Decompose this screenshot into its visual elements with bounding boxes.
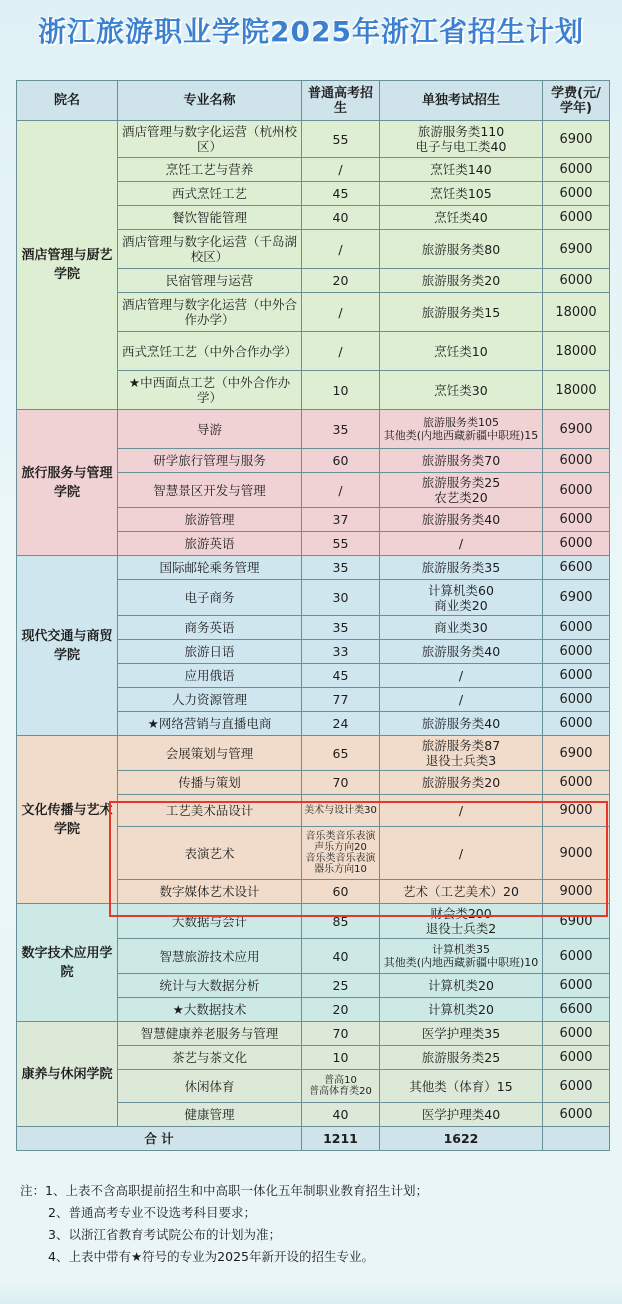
major-cell: 数字媒体艺术设计 xyxy=(118,880,302,904)
major-cell: 表演艺术 xyxy=(118,827,302,880)
single-exam-cell: 旅游服务类15 xyxy=(380,293,543,332)
gaokao-cell: 40 xyxy=(302,1103,380,1127)
total-single-cell: 1622 xyxy=(380,1127,543,1151)
fee-cell: 6900 xyxy=(543,121,610,158)
gaokao-cell: / xyxy=(302,473,380,508)
fee-cell: 6000 xyxy=(543,974,610,998)
header-gaokao: 普通高考招生 xyxy=(302,81,380,121)
major-cell: ★中西面点工艺（中外合作办学） xyxy=(118,371,302,410)
gaokao-cell: 60 xyxy=(302,449,380,473)
major-cell: 研学旅行管理与服务 xyxy=(118,449,302,473)
table-body xyxy=(17,121,610,1151)
fee-cell: 6900 xyxy=(543,410,610,449)
gaokao-cell: / xyxy=(302,158,380,182)
major-cell: 电子商务 xyxy=(118,580,302,616)
major-cell: 商务英语 xyxy=(118,616,302,640)
single-exam-cell: / xyxy=(380,532,543,556)
fee-cell: 6000 xyxy=(543,532,610,556)
gaokao-cell: 70 xyxy=(302,1022,380,1046)
single-exam-cell: 旅游服务类35 xyxy=(380,556,543,580)
fee-cell: 6000 xyxy=(543,269,610,293)
single-exam-cell: 旅游服务类87 退役士兵类3 xyxy=(380,736,543,771)
total-gaokao-cell: 1211 xyxy=(302,1127,380,1151)
single-exam-cell: / xyxy=(380,795,543,827)
gaokao-cell: 35 xyxy=(302,410,380,449)
fee-cell: 6900 xyxy=(543,230,610,269)
major-cell: 工艺美术品设计 xyxy=(118,795,302,827)
gaokao-cell: 85 xyxy=(302,904,380,939)
single-exam-cell: 烹饪类40 xyxy=(380,206,543,230)
header-major: 专业名称 xyxy=(118,81,302,121)
gaokao-cell: 55 xyxy=(302,532,380,556)
header-single: 单独考试招生 xyxy=(380,81,543,121)
fee-cell: 9000 xyxy=(543,880,610,904)
table-row xyxy=(17,1022,610,1046)
major-cell: ★网络营销与直播电商 xyxy=(118,712,302,736)
fee-cell: 6000 xyxy=(543,206,610,230)
fee-cell: 6000 xyxy=(543,508,610,532)
enrollment-table xyxy=(16,80,610,1151)
major-cell: 旅游日语 xyxy=(118,640,302,664)
fee-cell: 6000 xyxy=(543,939,610,974)
note-1: 注：1、上表不含高职提前招生和中高职一体化五年制职业教育招生计划； xyxy=(20,1183,428,1198)
major-cell: 健康管理 xyxy=(118,1103,302,1127)
header-fee: 学费(元/学年) xyxy=(543,81,610,121)
page-title: 浙江旅游职业学院2025年浙江省招生计划 xyxy=(38,15,584,48)
fee-cell: 6000 xyxy=(543,473,610,508)
single-exam-cell: 计算机类35 其他类(内地西藏新疆中职班)10 xyxy=(380,939,543,974)
single-exam-cell: 计算机类20 xyxy=(380,974,543,998)
table-row xyxy=(17,121,610,158)
college-name-cell: 旅行服务与管理学院 xyxy=(17,410,118,556)
gaokao-cell: 40 xyxy=(302,939,380,974)
major-cell: 酒店管理与数字化运营（杭州校区） xyxy=(118,121,302,158)
fee-cell: 9000 xyxy=(543,795,610,827)
fee-cell: 6000 xyxy=(543,688,610,712)
gaokao-cell: 20 xyxy=(302,998,380,1022)
gaokao-cell: 20 xyxy=(302,269,380,293)
fee-cell: 9000 xyxy=(543,827,610,880)
college-name-cell: 现代交通与商贸学院 xyxy=(17,556,118,736)
single-exam-cell: 旅游服务类20 xyxy=(380,771,543,795)
gaokao-cell: 35 xyxy=(302,556,380,580)
major-cell: 应用俄语 xyxy=(118,664,302,688)
fee-cell: 18000 xyxy=(543,332,610,371)
major-cell: 酒店管理与数字化运营（中外合作办学） xyxy=(118,293,302,332)
fee-cell: 6900 xyxy=(543,736,610,771)
gaokao-cell: 音乐类音乐表演声乐方向20 音乐类音乐表演器乐方向10 xyxy=(302,827,380,880)
single-exam-cell: 商业类30 xyxy=(380,616,543,640)
college-name-cell: 酒店管理与厨艺学院 xyxy=(17,121,118,410)
header-college: 院名 xyxy=(17,81,118,121)
gaokao-cell: 60 xyxy=(302,880,380,904)
single-exam-cell: 旅游服务类105 其他类(内地西藏新疆中职班)15 xyxy=(380,410,543,449)
notes xyxy=(20,1180,610,1268)
gaokao-cell: 33 xyxy=(302,640,380,664)
gaokao-cell: 40 xyxy=(302,206,380,230)
single-exam-cell: 其他类（体育）15 xyxy=(380,1070,543,1103)
gaokao-cell: / xyxy=(302,332,380,371)
major-cell: 休闲体育 xyxy=(118,1070,302,1103)
fee-cell: 6000 xyxy=(543,449,610,473)
note-3: 3、以浙江省教育考试院公布的计划为准； xyxy=(48,1227,281,1242)
total-row xyxy=(17,1127,610,1151)
major-cell: 智慧景区开发与管理 xyxy=(118,473,302,508)
single-exam-cell: / xyxy=(380,664,543,688)
single-exam-cell: / xyxy=(380,688,543,712)
major-cell: 大数据与会计 xyxy=(118,904,302,939)
single-exam-cell: 旅游服务类40 xyxy=(380,508,543,532)
single-exam-cell: 旅游服务类110 电子与电工类40 xyxy=(380,121,543,158)
single-exam-cell: 医学护理类35 xyxy=(380,1022,543,1046)
fee-cell: 6000 xyxy=(543,616,610,640)
single-exam-cell: 旅游服务类25 xyxy=(380,1046,543,1070)
table-row xyxy=(17,410,610,449)
fee-cell: 6000 xyxy=(543,1070,610,1103)
gaokao-cell: 10 xyxy=(302,1046,380,1070)
single-exam-cell: 旅游服务类40 xyxy=(380,712,543,736)
single-exam-cell: 旅游服务类25 农艺类20 xyxy=(380,473,543,508)
major-cell: 会展策划与管理 xyxy=(118,736,302,771)
fee-cell: 18000 xyxy=(543,371,610,410)
total-label-cell: 合 计 xyxy=(17,1127,302,1151)
gaokao-cell: 35 xyxy=(302,616,380,640)
fee-cell: 6000 xyxy=(543,1103,610,1127)
fee-cell: 6000 xyxy=(543,771,610,795)
table-row xyxy=(17,736,610,771)
major-cell: 酒店管理与数字化运营（千岛湖校区） xyxy=(118,230,302,269)
single-exam-cell: 烹饪类10 xyxy=(380,332,543,371)
fee-cell: 6000 xyxy=(543,182,610,206)
single-exam-cell: 计算机类60 商业类20 xyxy=(380,580,543,616)
single-exam-cell: / xyxy=(380,827,543,880)
major-cell: 国际邮轮乘务管理 xyxy=(118,556,302,580)
fee-cell: 6000 xyxy=(543,712,610,736)
single-exam-cell: 艺术（工艺美术）20 xyxy=(380,880,543,904)
major-cell: 餐饮智能管理 xyxy=(118,206,302,230)
single-exam-cell: 旅游服务类20 xyxy=(380,269,543,293)
fee-cell: 6900 xyxy=(543,904,610,939)
gaokao-cell: 77 xyxy=(302,688,380,712)
enrollment-table-wrapper xyxy=(16,80,609,1151)
total-fee-cell xyxy=(543,1127,610,1151)
fee-cell: 6000 xyxy=(543,664,610,688)
gaokao-cell: 美术与设计类30 xyxy=(302,795,380,827)
single-exam-cell: 烹饪类30 xyxy=(380,371,543,410)
major-cell: 统计与大数据分析 xyxy=(118,974,302,998)
fee-cell: 6900 xyxy=(543,580,610,616)
header-row xyxy=(17,81,610,121)
fee-cell: 6000 xyxy=(543,158,610,182)
gaokao-cell: 45 xyxy=(302,182,380,206)
gaokao-cell: / xyxy=(302,230,380,269)
single-exam-cell: 旅游服务类80 xyxy=(380,230,543,269)
major-cell: 导游 xyxy=(118,410,302,449)
gaokao-cell: 25 xyxy=(302,974,380,998)
college-name-cell: 康养与休闲学院 xyxy=(17,1022,118,1127)
college-name-cell: 文化传播与艺术学院 xyxy=(17,736,118,904)
major-cell: 人力资源管理 xyxy=(118,688,302,712)
gaokao-cell: 55 xyxy=(302,121,380,158)
bottom-strip xyxy=(0,1284,622,1304)
note-4: 4、上表中带有★符号的专业为2025年新开设的招生专业。 xyxy=(48,1249,374,1264)
fee-cell: 6000 xyxy=(543,1046,610,1070)
gaokao-cell: / xyxy=(302,293,380,332)
gaokao-cell: 24 xyxy=(302,712,380,736)
single-exam-cell: 医学护理类40 xyxy=(380,1103,543,1127)
single-exam-cell: 烹饪类140 xyxy=(380,158,543,182)
fee-cell: 6600 xyxy=(543,998,610,1022)
fee-cell: 18000 xyxy=(543,293,610,332)
major-cell: 民宿管理与运营 xyxy=(118,269,302,293)
gaokao-cell: 65 xyxy=(302,736,380,771)
single-exam-cell: 旅游服务类70 xyxy=(380,449,543,473)
major-cell: 茶艺与茶文化 xyxy=(118,1046,302,1070)
gaokao-cell: 37 xyxy=(302,508,380,532)
table-row xyxy=(17,904,610,939)
major-cell: 西式烹饪工艺（中外合作办学） xyxy=(118,332,302,371)
major-cell: ★大数据技术 xyxy=(118,998,302,1022)
single-exam-cell: 烹饪类105 xyxy=(380,182,543,206)
table-row xyxy=(17,556,610,580)
note-2: 2、普通高考专业不设选考科目要求； xyxy=(48,1205,256,1220)
fee-cell: 6000 xyxy=(543,640,610,664)
college-name-cell: 数字技术应用学院 xyxy=(17,904,118,1022)
fee-cell: 6000 xyxy=(543,1022,610,1046)
major-cell: 智慧旅游技术应用 xyxy=(118,939,302,974)
major-cell: 智慧健康养老服务与管理 xyxy=(118,1022,302,1046)
major-cell: 旅游管理 xyxy=(118,508,302,532)
gaokao-cell: 30 xyxy=(302,580,380,616)
major-cell: 烹饪工艺与营养 xyxy=(118,158,302,182)
gaokao-cell: 45 xyxy=(302,664,380,688)
fee-cell: 6600 xyxy=(543,556,610,580)
single-exam-cell: 旅游服务类40 xyxy=(380,640,543,664)
major-cell: 西式烹饪工艺 xyxy=(118,182,302,206)
single-exam-cell: 财会类200 退役士兵类2 xyxy=(380,904,543,939)
major-cell: 传播与策划 xyxy=(118,771,302,795)
major-cell: 旅游英语 xyxy=(118,532,302,556)
single-exam-cell: 计算机类20 xyxy=(380,998,543,1022)
gaokao-cell: 10 xyxy=(302,371,380,410)
gaokao-cell: 70 xyxy=(302,771,380,795)
gaokao-cell: 普高10 普高体育类20 xyxy=(302,1070,380,1103)
